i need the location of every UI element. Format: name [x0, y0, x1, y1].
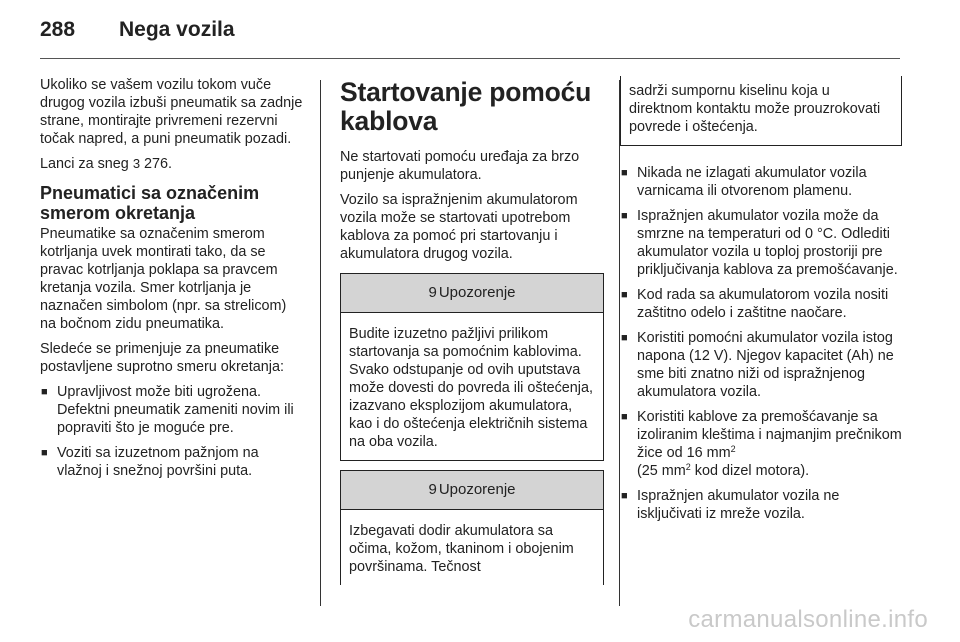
list-item: ■ Nikada ne izlagati akumulator vozila varnicama ili otvorenom plamenu. [620, 164, 902, 200]
list-item: ■ Ispražnjen akumulator vozila ne isključivati iz mreže vozila. [620, 487, 902, 523]
section-heading: Startovanje pomoću kablova [340, 77, 592, 136]
warning-text: Budite izuzetno pažljivi prilikom startovanja sa pomoćnim kablovima. Svako odstupanje od ovih uputstava može dovesti do povreda ili oštećenja, izazvano eksplozijom akumulatora, kao i do oštećenja električnih sistema na oba vozila. [349, 326, 593, 450]
column-left [40, 76, 306, 487]
warning-box-2 [340, 470, 604, 585]
page-header [40, 18, 235, 48]
snow-chains-label: Lanci za sneg [40, 156, 129, 172]
bullet-list-right [620, 164, 902, 523]
warning-title: Upozorenje [438, 481, 516, 498]
warning-triangle-icon: 9 [428, 481, 437, 498]
watermark: carmanualsonline.info [688, 606, 928, 633]
warning-box-1 [340, 273, 604, 461]
page-number: 288 [40, 18, 76, 41]
paragraph-snow-chains [40, 155, 306, 173]
paragraph-spare-wheel: Ukoliko se vašem vozilu tokom vuče drugog vozila izbuši pneumatik sa zadnje strane, montirajte privremeni rezervni točak napred, a puni pneumatik pozadi. [40, 77, 303, 147]
list-item: ■ Upravljivost može biti ugrožena. Defektni pneumatik zameniti novim ili popraviti što je moguće pre. [40, 383, 306, 437]
superscript: 2 [685, 462, 691, 472]
bullet-list-left [40, 383, 306, 480]
paragraph-jump-start: Vozilo sa ispražnjenim akumulatorom vozila može se startovati upotrebom kablova za pomoć pri startovanju i akumulatora drugog vozila. [340, 192, 578, 262]
snow-chains-page-ref[interactable]: 276. [144, 156, 173, 172]
warning-title: Upozorenje [438, 284, 516, 301]
column-divider-1 [320, 80, 321, 606]
warning-box-continued [620, 76, 902, 146]
cable-text-diesel-end: kod dizel motora). [690, 463, 810, 479]
list-item: ■ Voziti sa izuzetnom pažnjom na vlažnoj i snežnoj površini puta. [40, 444, 306, 480]
list-item: ■ Kod rada sa akumulatorom vozila nositi zaštitno odelo i zaštitne naočare. [620, 286, 902, 322]
superscript: 2 [730, 444, 736, 454]
paragraph-opposite: Sledeće se primenjuje za pneumatike postavljene suprotno smeru okretanja: [40, 341, 284, 375]
warning-text-continued: sadrži sumpornu kiselinu koja u direktnom kontaktu može prouzrokovati povrede i oštećenja. [629, 83, 881, 135]
cable-text: Koristiti kablove za premošćavanje sa izoliranim kleštima i najmanjim prečnikom žice od 16 mm [637, 409, 902, 461]
column-middle [340, 78, 604, 585]
section-subheading: Pneumatici sa označenim smerom okretanja [40, 183, 260, 223]
list-item: ■ Ispražnjen akumulator vozila može da smrzne na temperaturi od 0 °C. Odlediti akumulator vozila u toploj prostoriji pre priključivanja kablova za premošćavanje. [620, 207, 902, 279]
list-item: ■ Koristiti pomoćni akumulator vozila istog napona (12 V). Njegov kapacitet (Ah) ne sme biti znatno niži od ispražnjenog akumulatora vozila. [620, 329, 902, 401]
paragraph-direction: Pneumatike sa označenim smerom kotrljanja uvek montirati tako, da se pravac kotrljanja poklapa sa pravcem kretanja vozila. Smer kotrljanja je naznačen simbolom (npr. sa strelicom) na bočnom zidu pneumatika. [40, 226, 287, 332]
warning-triangle-icon: 9 [428, 284, 437, 301]
warning-text: Izbegavati dodir akumulatora sa očima, kožom, tkaninom i obojenim površinama. Tečnost [349, 523, 574, 575]
warning-header [341, 471, 603, 510]
warning-header [341, 274, 603, 313]
header-divider [40, 58, 900, 59]
cable-text-diesel: (25 mm [637, 463, 686, 479]
page-title: Nega vozila [119, 18, 235, 41]
list-item [620, 408, 902, 480]
page-reference-icon: 3 [132, 156, 141, 171]
paragraph-no-fast-charge: Ne startovati pomoću uređaja za brzo punjenje akumulatora. [340, 149, 580, 183]
column-right [620, 76, 902, 530]
